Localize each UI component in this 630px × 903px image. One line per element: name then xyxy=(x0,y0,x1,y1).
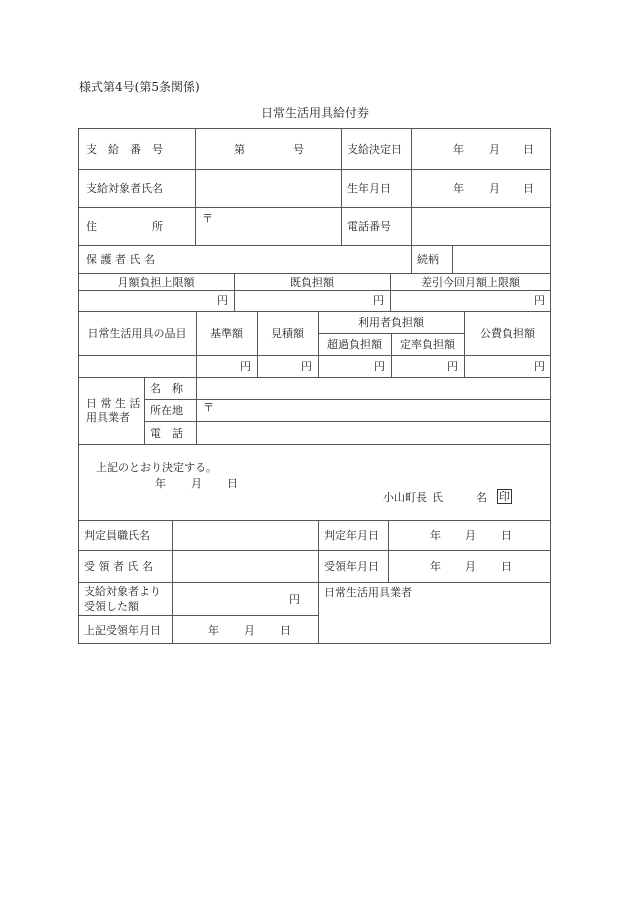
date-year: 年 xyxy=(155,477,166,490)
row-divider xyxy=(144,421,551,422)
vendor-group-label: 日 常 生 活 xyxy=(86,397,141,410)
yen-unit: 円 xyxy=(217,294,228,307)
date-month: 月 xyxy=(191,477,202,490)
row-divider xyxy=(78,444,551,445)
col-divider xyxy=(411,128,412,207)
yen-unit: 円 xyxy=(374,360,385,373)
row-divider xyxy=(78,520,551,521)
date-year: 年 xyxy=(430,560,441,573)
receiver-name-label: 受 領 者 氏 名 xyxy=(84,560,153,573)
row-divider xyxy=(78,550,551,551)
col-divider xyxy=(195,128,196,245)
form-number: 様式第4号(第5条関係) xyxy=(79,80,200,94)
row-divider xyxy=(78,377,551,378)
already-paid-header: 既負担額 xyxy=(290,276,334,289)
phone-label: 電話番号 xyxy=(347,220,391,233)
date-day: 日 xyxy=(280,624,291,637)
vendor-address-label: 所在地 xyxy=(150,404,183,417)
col-divider xyxy=(411,207,412,245)
item-label: 日常生活用具の品目 xyxy=(87,327,187,340)
birthdate-label: 生年月日 xyxy=(347,182,391,195)
estimate-amount-label: 見積額 xyxy=(271,327,304,340)
address-label: 住 所 xyxy=(86,220,163,233)
form-title: 日常生活用具給付券 xyxy=(260,106,369,120)
row-divider xyxy=(78,169,551,170)
date-month: 月 xyxy=(489,182,500,195)
vendor-phone-label: 電 話 xyxy=(150,427,183,440)
yen-unit: 円 xyxy=(240,360,251,373)
row-divider xyxy=(78,582,551,583)
col-divider xyxy=(196,377,197,444)
postal-mark: 〒 xyxy=(203,401,214,414)
decision-text: 上記のとおり決定する。 xyxy=(96,461,217,474)
col-divider xyxy=(388,520,389,582)
standard-amount-label: 基準額 xyxy=(210,327,243,340)
number-prefix: 第 xyxy=(234,143,245,156)
date-day: 日 xyxy=(523,182,534,195)
postal-mark: 〒 xyxy=(202,212,213,225)
public-burden-label: 公費負担額 xyxy=(480,327,535,340)
user-burden-label: 利用者負担額 xyxy=(358,316,424,329)
date-month: 月 xyxy=(465,560,476,573)
remaining-cap-header: 差引今回月額上限額 xyxy=(421,276,520,289)
row-divider xyxy=(78,311,551,312)
col-divider xyxy=(318,520,319,644)
judge-name-label: 判定員職氏名 xyxy=(84,529,150,542)
decision-date-label: 支給決定日 xyxy=(347,143,402,156)
vendor-name-label: 名 称 xyxy=(150,382,183,395)
excess-burden-label: 超過負担額 xyxy=(327,338,382,351)
yen-unit: 円 xyxy=(289,593,300,606)
row-divider xyxy=(78,245,551,246)
date-day: 日 xyxy=(227,477,238,490)
date-day: 日 xyxy=(523,143,534,156)
received-amount-label-2: 受領した額 xyxy=(84,600,139,613)
col-divider xyxy=(172,520,173,644)
judge-date-label: 判定年月日 xyxy=(324,529,379,542)
date-day: 日 xyxy=(501,529,512,542)
date-year: 年 xyxy=(453,143,464,156)
row-divider xyxy=(78,290,551,291)
fixed-burden-label: 定率負担額 xyxy=(400,338,455,351)
seal-mark xyxy=(497,490,512,503)
receipt-date-label: 受領年月日 xyxy=(324,560,379,573)
date-year: 年 xyxy=(208,624,219,637)
yen-unit: 円 xyxy=(301,360,312,373)
col-divider xyxy=(341,128,342,245)
col-divider xyxy=(452,245,453,273)
yen-unit: 円 xyxy=(534,294,545,307)
row-divider xyxy=(78,207,551,208)
recipient-name-label: 支給対象者氏名 xyxy=(86,182,163,195)
name-label-1: 氏 xyxy=(432,491,443,504)
vendor-sign-label: 日常生活用具業者 xyxy=(324,586,412,599)
receipt-date2-label: 上記受領年月日 xyxy=(84,624,161,637)
payment-number-label: 支 給 番 号 xyxy=(86,143,163,156)
date-day: 日 xyxy=(501,560,512,573)
mayor-title: 小山町長 xyxy=(383,491,427,504)
date-month: 月 xyxy=(465,529,476,542)
number-suffix: 号 xyxy=(293,143,304,156)
row-divider xyxy=(78,355,551,356)
col-divider xyxy=(411,245,412,273)
date-month: 月 xyxy=(489,143,500,156)
date-year: 年 xyxy=(453,182,464,195)
received-amount-label: 支給対象者より xyxy=(84,585,161,598)
col-divider xyxy=(144,377,145,444)
name-label-2: 名 xyxy=(476,491,487,504)
row-divider xyxy=(78,273,551,274)
date-month: 月 xyxy=(244,624,255,637)
seal-icon: 印 xyxy=(499,490,510,503)
yen-unit: 円 xyxy=(373,294,384,307)
guardian-name-label: 保 護 者 氏 名 xyxy=(86,253,155,266)
yen-unit: 円 xyxy=(534,360,545,373)
monthly-cap-header: 月額負担上限額 xyxy=(117,276,195,289)
vendor-group-label-2: 用具業者 xyxy=(86,411,130,424)
date-year: 年 xyxy=(430,529,441,542)
row-divider xyxy=(144,399,551,400)
yen-unit: 円 xyxy=(447,360,458,373)
row-divider xyxy=(78,615,318,616)
relation-label: 続柄 xyxy=(417,253,439,266)
